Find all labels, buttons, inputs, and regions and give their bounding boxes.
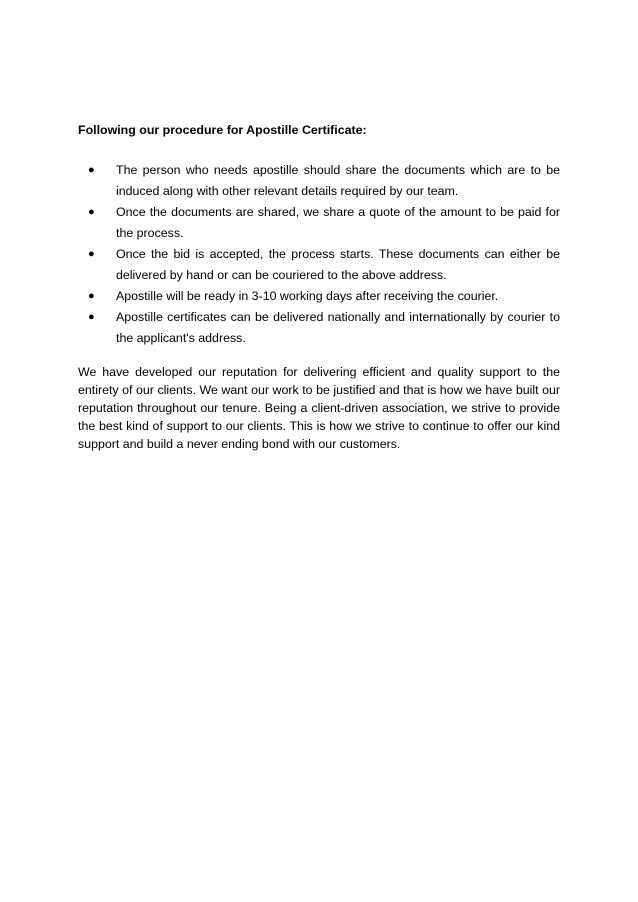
bullet-icon: ●	[88, 311, 95, 323]
procedure-step	[78, 160, 560, 202]
bullet-icon: ●	[88, 164, 95, 176]
procedure-heading: Following our procedure for Apostille Certificate:	[78, 123, 367, 137]
procedure-step-text: Once the bid is accepted, the process starts. These documents can either be delivered by hand or can be couriered to the above address.	[116, 247, 560, 282]
procedure-step-text: Apostille will be ready in 3-10 working days after receiving the courier.	[116, 289, 499, 303]
procedure-step	[78, 286, 560, 307]
bullet-icon: ●	[88, 206, 95, 218]
procedure-step-text: The person who needs apostille should share the documents which are to be induced along with other relevant details required by our team.	[116, 163, 560, 198]
document-page	[78, 122, 560, 453]
bullet-icon: ●	[88, 290, 95, 302]
procedure-step	[78, 307, 560, 349]
reputation-paragraph: We have developed our reputation for delivering efficient and quality support to the entirety of our clients. We want our work to be justified and that is how we have built our reputation throughout our tenure. Being a client-driven association, we strive to provide the best kind of support to our clients. This is how we strive to continue to offer our kind support and build a never ending bond with our customers.	[78, 365, 560, 451]
procedure-step-text: Once the documents are shared, we share a quote of the amount to be paid for the process.	[116, 205, 560, 240]
procedure-step	[78, 202, 560, 244]
bullet-icon: ●	[88, 248, 95, 260]
procedure-step	[78, 244, 560, 286]
procedure-step-text: Apostille certificates can be delivered nationally and internationally by courier to the applicant's address.	[116, 310, 560, 345]
procedure-steps-list	[78, 160, 560, 349]
